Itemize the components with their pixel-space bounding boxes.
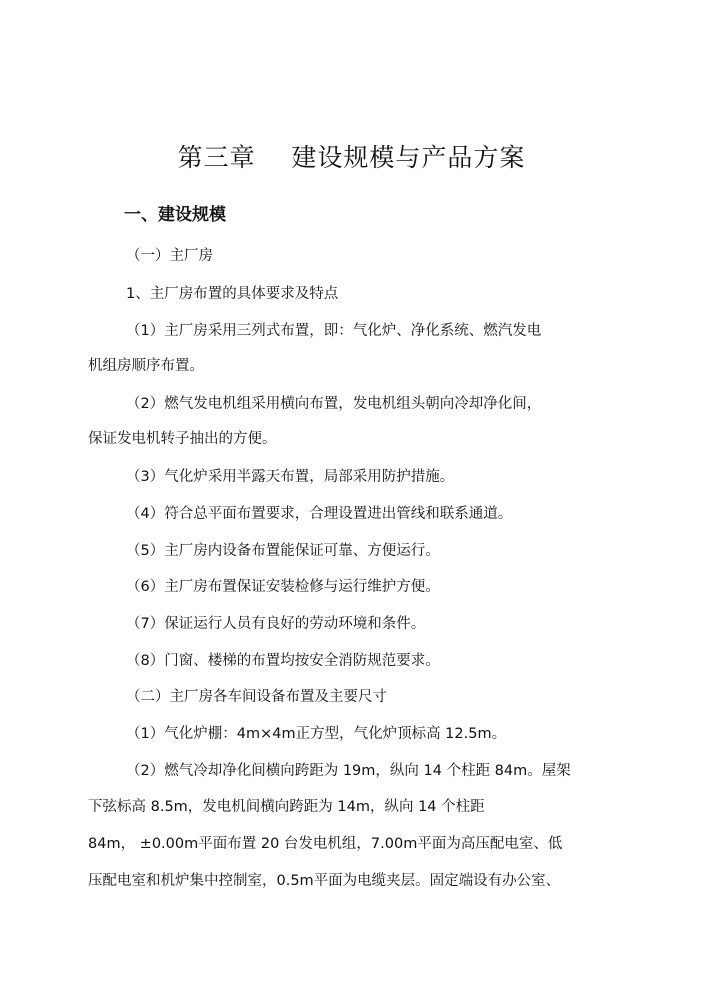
chapter-title: 第三章 建设规模与产品方案 xyxy=(177,143,526,172)
paragraph-line: （6）主厂房布置保证安装检修与运行维护方便。 xyxy=(126,579,440,595)
paragraph-line: （2）燃气冷却净化间横向跨距为 19m，纵向 14 个柱距 84m。屋架 xyxy=(126,763,571,779)
paragraph-line: （4）符合总平面布置要求，合理设置进出管线和联系通道。 xyxy=(126,506,513,522)
paragraph-line: （5）主厂房内设备布置能保证可靠、方便运行。 xyxy=(126,543,440,559)
paragraph-line: 机组房顺序布置。 xyxy=(88,358,204,374)
paragraph-line: （7）保证运行人员有良好的劳动环境和条件。 xyxy=(126,616,426,632)
paragraph-line: 84m， ±0.00m平面布置 20 台发电机组，7.00m平面为高压配电室、低 xyxy=(88,836,563,852)
subsection-heading: （一）主厂房 xyxy=(126,248,213,264)
paragraph-line: 下弦标高 8.5m，发电机间横向跨距为 14m，纵向 14 个柱距 xyxy=(88,799,485,815)
paragraph-line: 保证发电机转子抽出的方便。 xyxy=(88,431,277,447)
paragraph-line: （2）燃气发电机组采用横向布置，发电机组头朝向冷却净化间， xyxy=(126,396,542,412)
list-heading: 1、主厂房布置的具体要求及特点 xyxy=(126,286,339,302)
paragraph-line: （3）气化炉采用半露天布置，局部采用防护措施。 xyxy=(126,469,455,485)
paragraph-line: 压配电室和机炉集中控制室，0.5m平面为电缆夹层。固定端设有办公室、 xyxy=(88,873,561,889)
paragraph-line: （8）门窗、楼梯的布置均按安全消防规范要求。 xyxy=(126,653,440,669)
paragraph-line: （1）主厂房采用三列式布置，即：气化炉、净化系统、燃汽发电 xyxy=(126,323,542,339)
subsection-heading: （二）主厂房各车间设备布置及主要尺寸 xyxy=(126,689,387,705)
paragraph-line: （1）气化炉棚：4m×4m正方型，气化炉顶标高 12.5m。 xyxy=(126,726,507,742)
section-heading: 一、建设规模 xyxy=(124,205,226,225)
